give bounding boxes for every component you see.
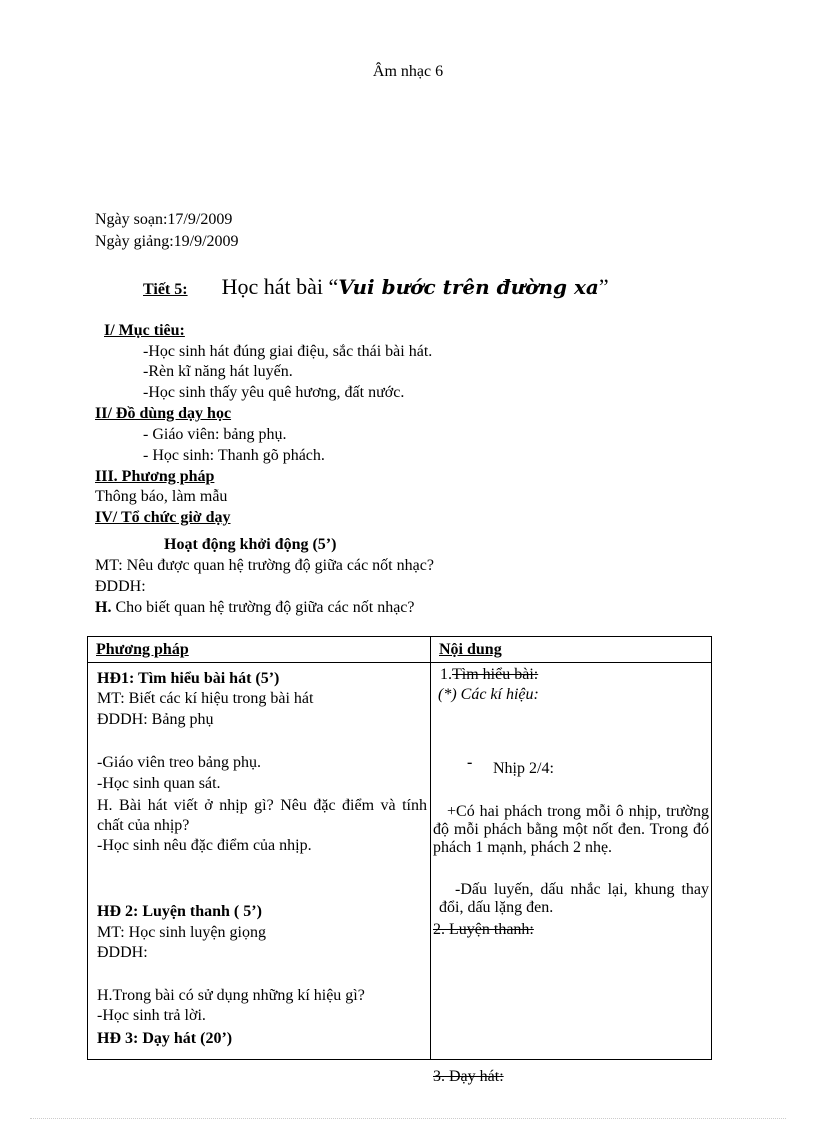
content-header-text: Nội dung xyxy=(439,641,502,658)
hd2-step: -Học sinh trả lời. xyxy=(97,1007,206,1024)
page-bottom-divider xyxy=(30,1118,786,1119)
hd2-title: HĐ 2: Luyện thanh ( 5’) xyxy=(97,903,262,920)
column-header-method xyxy=(88,637,431,663)
lesson-title-suffix: ” xyxy=(598,274,609,299)
hd1-step: -Học sinh nêu đặc điểm của nhịp. xyxy=(97,837,312,854)
warmup-question xyxy=(95,598,415,618)
time-signature: Nhịp 2/4: xyxy=(493,760,554,777)
organization-heading: IV/ Tổ chức giờ dạy xyxy=(95,509,231,526)
objective-item: -Rèn kĩ năng hát luyến. xyxy=(143,363,293,380)
column-header-content xyxy=(431,637,712,663)
song-title: Vui bước trên đường xa xyxy=(338,275,599,299)
bullet-icon: - xyxy=(467,754,473,771)
hd3-title: HĐ 3: Dạy hát (20’) xyxy=(97,1030,233,1047)
methods-heading: III. Phương pháp xyxy=(95,468,215,485)
material-item: - Học sinh: Thanh gõ phách. xyxy=(143,447,325,464)
hd1-title: HĐ1: Tìm hiểu bài hát (5’) xyxy=(97,670,280,687)
hd1-step: -Giáo viên treo bảng phụ. xyxy=(97,754,261,771)
hd1-mt: MT: Biết các kí hiệu trong bài hát xyxy=(97,690,314,707)
date-prepared: Ngày soạn:17/9/2009 xyxy=(95,211,233,228)
material-item: - Giáo viên: bảng phụ. xyxy=(143,426,287,443)
objective-item: -Học sinh hát đúng giai điệu, sắc thái bài hát. xyxy=(143,343,433,360)
warmup-title: Hoạt động khởi động (5’) xyxy=(164,536,337,553)
section-1-title: Tìm hiểu bài: xyxy=(452,666,539,683)
section-2-heading: 2. Luyện thanh: xyxy=(433,921,534,938)
lesson-period: Tiết 5: xyxy=(143,281,188,298)
lesson-title-prefix: Học hát bài “ xyxy=(221,274,339,299)
content-cell xyxy=(431,663,712,1085)
question-label: H. xyxy=(95,599,112,616)
lesson-table xyxy=(87,636,712,1085)
date-taught: Ngày giảng:19/9/2009 xyxy=(95,233,239,250)
section-1-number: 1. xyxy=(440,666,452,683)
hd1-step: -Học sinh quan sát. xyxy=(97,775,221,792)
warmup-dddh: ĐDDH: xyxy=(95,578,146,595)
hd1-question: H. Bài hát viết ở nhịp gì? Nêu đặc điểm và tính chất của nhịp? xyxy=(97,797,427,834)
lesson-title-line xyxy=(143,274,609,300)
hd2-mt: MT: Học sinh luyện giọng xyxy=(97,924,266,941)
section-3-heading: 3. Dạy hát: xyxy=(433,1068,504,1085)
objectives-heading: I/ Mục tiêu: xyxy=(104,322,185,339)
page-header: Âm nhạc 6 xyxy=(372,63,444,80)
hd2-question: H.Trong bài có sử dụng những kí hiệu gì? xyxy=(97,987,365,1004)
materials-heading: II/ Đồ dùng dạy học xyxy=(95,405,232,422)
hd1-dddh: ĐDDH: Bảng phụ xyxy=(97,711,214,728)
question-text: Cho biết quan hệ trường độ giữa các nốt nhạc? xyxy=(115,599,415,616)
para1-text: +Có hai phách trong mỗi ô nhịp, trường độ mỗi phách bằng một nốt đen. Trong đó phách 1 mạnh, phách 2 nhẹ. xyxy=(433,803,709,856)
objective-item: -Học sinh thấy yêu quê hương, đất nước. xyxy=(143,384,405,401)
warmup-mt: MT: Nêu được quan hệ trường độ giữa các nốt nhạc? xyxy=(95,557,434,574)
symbols-heading: (*) Các kí hiệu: xyxy=(438,686,539,703)
methods-text: Thông báo, làm mẫu xyxy=(95,488,228,505)
method-cell xyxy=(88,663,431,1060)
method-header-text: Phương pháp xyxy=(96,641,189,658)
symbols-description xyxy=(439,881,709,917)
section-1-heading xyxy=(440,665,538,685)
hd2-dddh: ĐDDH: xyxy=(97,944,148,961)
para2-text: -Dấu luyến, dấu nhắc lại, khung thay đổi, dấu lặng đen. xyxy=(439,881,709,916)
time-signature-description xyxy=(433,803,709,857)
